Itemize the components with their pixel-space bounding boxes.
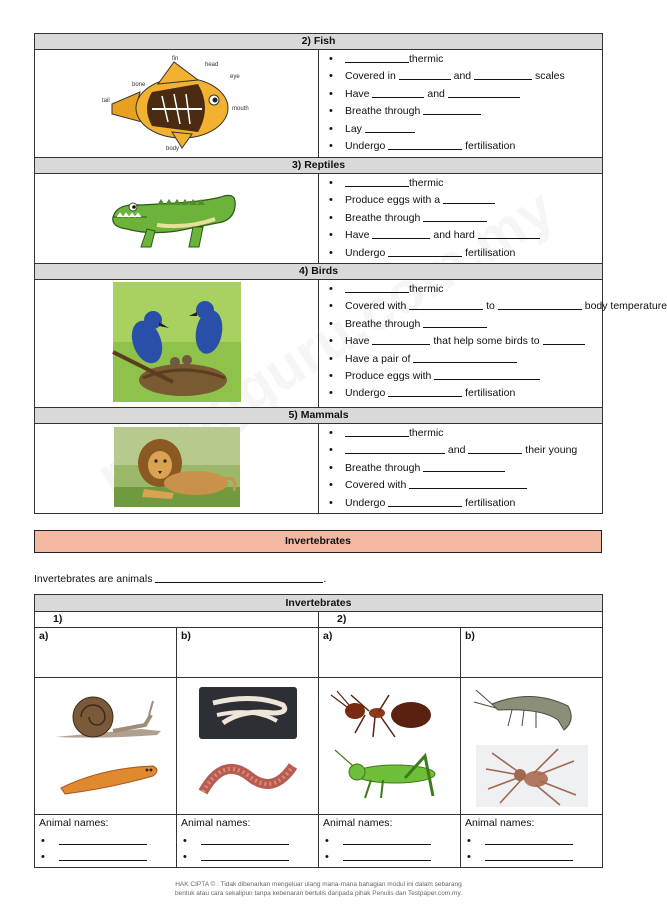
ant-image — [325, 683, 455, 743]
list-item: • Have and hard — [329, 227, 602, 244]
snail-planarian-cell — [35, 678, 177, 815]
list-item: • Have that help some birds to — [329, 333, 602, 350]
fish-diagram — [102, 52, 252, 152]
fish-list — [319, 50, 602, 156]
list-item: • Produce eggs with a — [329, 192, 602, 209]
list-item: • thermic — [329, 425, 602, 442]
reptiles-header: 3) Reptiles — [35, 158, 603, 174]
invertebrates-table-title: Invertebrates — [35, 595, 603, 612]
planarian-image — [41, 748, 171, 804]
animal-names-2b: Animal names: • • — [461, 815, 603, 868]
spider-image — [472, 743, 592, 809]
list-item: • thermic — [329, 281, 602, 298]
list-item: • Undergo fertilisation — [329, 138, 602, 155]
earthworm-image — [193, 746, 303, 806]
label-mouth: mouth — [231, 106, 249, 112]
birds-picture-cell — [35, 279, 319, 407]
list-item: • Breathe through — [329, 103, 602, 120]
animal-names-2a: Animal names: • • — [319, 815, 461, 868]
vertebrates-table — [34, 33, 667, 514]
list-item: • Undergo fertilisation — [329, 495, 602, 512]
fish-header: 2) Fish — [35, 34, 603, 50]
reptiles-list — [319, 174, 602, 263]
invertebrates-table — [34, 594, 603, 868]
group-2-col-a: a) — [319, 628, 461, 678]
group-1-label: 1) — [35, 612, 319, 628]
list-item: • Breathe through — [329, 210, 602, 227]
list-item: • Breathe through — [329, 316, 602, 333]
ant-grasshopper-cell — [319, 678, 461, 815]
mammals-picture-cell — [35, 423, 319, 513]
list-item: • Undergo fertilisation — [329, 385, 602, 402]
fish-picture-cell — [35, 50, 319, 158]
invertebrates-banner: Invertebrates — [34, 530, 602, 553]
birds-list — [319, 280, 667, 404]
mammals-list — [319, 424, 602, 513]
list-item: • thermic — [329, 51, 602, 68]
label-body: body — [165, 146, 179, 152]
animal-names-1b: Animal names: • • — [177, 815, 319, 868]
group-2-col-b: b) — [461, 628, 603, 678]
lion-photo — [114, 427, 240, 507]
label-eye: eye — [229, 74, 240, 80]
birds-lines-cell — [319, 279, 667, 407]
list-item: • Covered with to body temperature — [329, 298, 602, 315]
definition-line: Invertebrates are animals . — [34, 573, 327, 585]
list-item: • thermic — [329, 175, 602, 192]
grasshopper-image — [325, 746, 455, 806]
copyright-footer: HAK CIPTA © : Tidak dibenarkan mengeluar ulang mana-mana bahagian modul ini dalam sebarang bentuk atau cara sekalipun tanpa kebenaran bertulis daripada pihak Penulis dan Testpaper.com.my. — [174, 881, 463, 897]
label-fin: fin — [171, 56, 178, 62]
group-2-label: 2) — [319, 612, 603, 628]
birds-photo — [113, 282, 241, 402]
tapeworm-image — [193, 683, 303, 743]
list-item: • Produce eggs with — [329, 368, 602, 385]
mammals-header: 5) Mammals — [35, 407, 603, 423]
fish-lines-cell — [319, 50, 603, 158]
reptiles-picture-cell — [35, 174, 319, 264]
label-tail: tail — [101, 98, 110, 104]
list-item: • Covered in and scales — [329, 68, 602, 85]
group-1-col-a: a) — [35, 628, 177, 678]
animal-names-1a: Animal names: • • — [35, 815, 177, 868]
group-1-col-b: b) — [177, 628, 319, 678]
tapeworm-earthworm-cell — [177, 678, 319, 815]
snail-image — [41, 685, 171, 745]
crocodile-image — [107, 177, 247, 257]
list-item: • Covered with — [329, 477, 602, 494]
mammals-lines-cell — [319, 423, 603, 513]
list-item: • Undergo fertilisation — [329, 245, 602, 262]
list-item: • Have a pair of — [329, 351, 602, 368]
reptiles-lines-cell — [319, 174, 603, 264]
list-item: • Breathe through — [329, 460, 602, 477]
prawn-image — [472, 680, 592, 740]
prawn-spider-cell — [461, 678, 603, 815]
list-item: • Have and — [329, 86, 602, 103]
birds-header: 4) Birds — [35, 263, 603, 279]
list-item: • and their young — [329, 442, 602, 459]
list-item: • Lay — [329, 121, 602, 138]
label-head: head — [204, 62, 218, 68]
label-bone: bone — [131, 82, 145, 88]
